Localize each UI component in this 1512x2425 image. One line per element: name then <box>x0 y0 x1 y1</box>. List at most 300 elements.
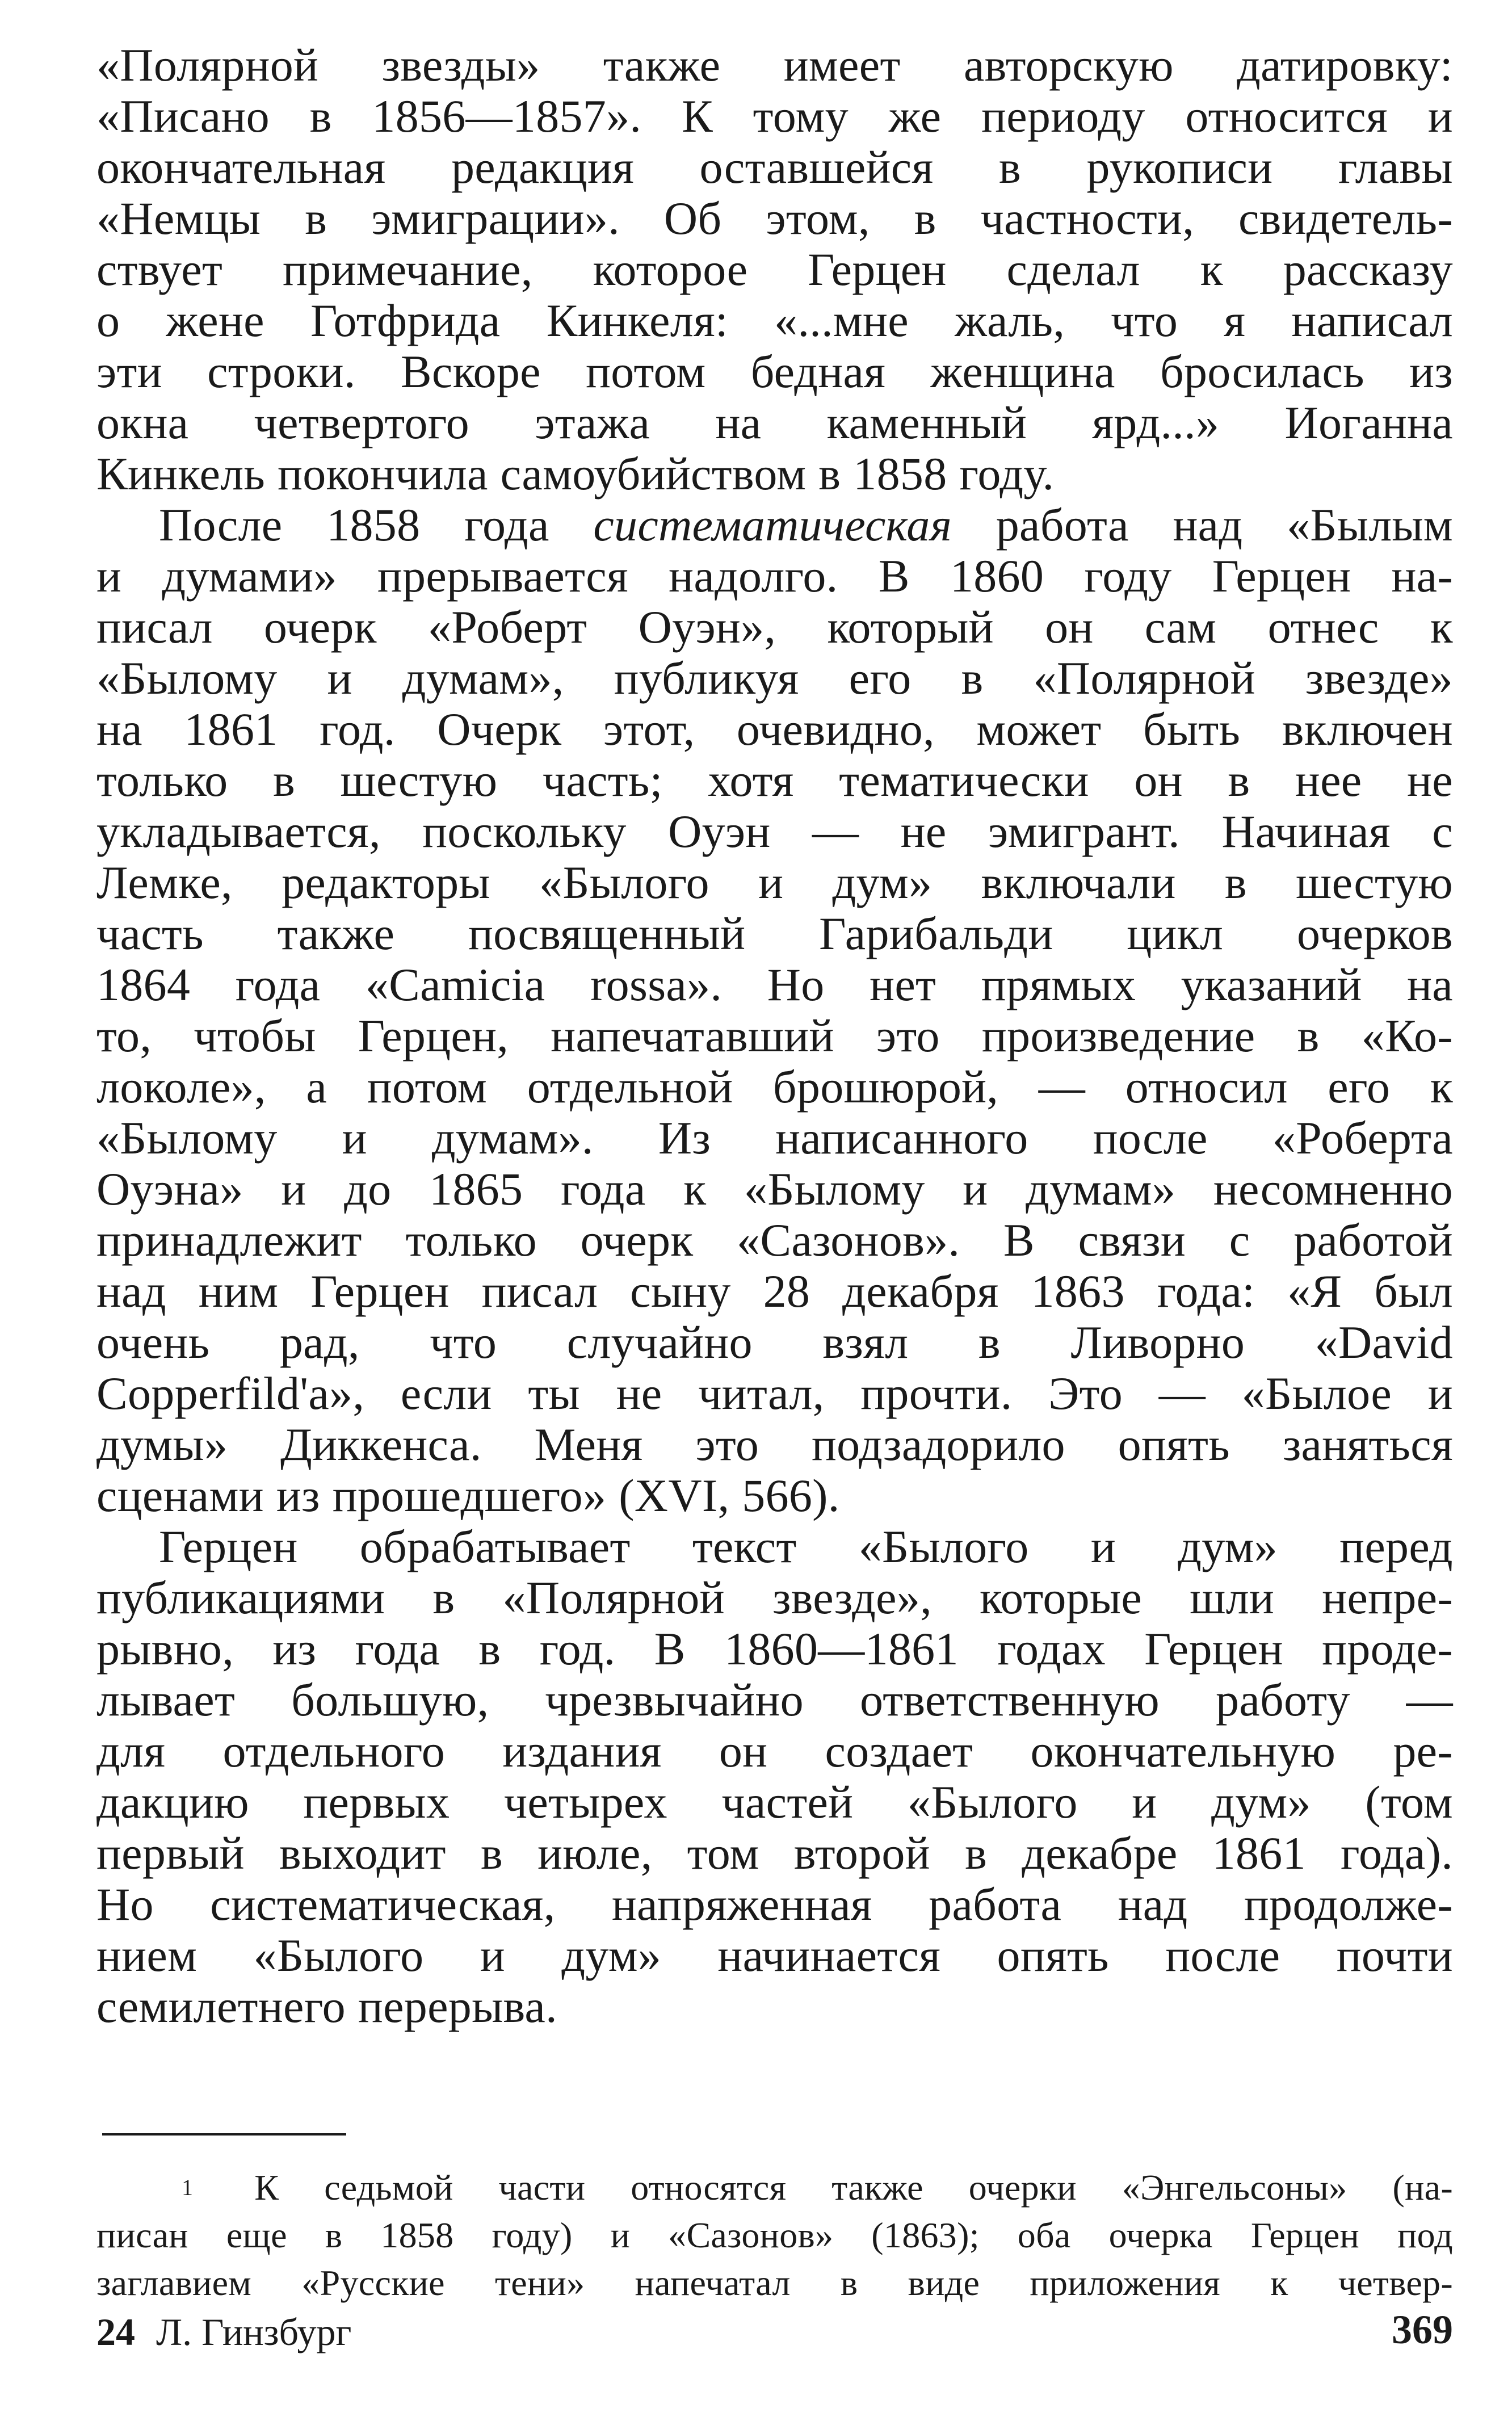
word: в <box>965 1827 988 1879</box>
word: его <box>1328 1061 1391 1113</box>
word: что <box>1111 295 1178 346</box>
text-line <box>96 755 1453 806</box>
word: после <box>1093 1112 1208 1164</box>
text-line <box>96 653 1453 704</box>
word: Это <box>1048 1367 1123 1419</box>
word: прочти. <box>860 1367 1013 1419</box>
word: писан <box>96 2215 188 2255</box>
word: года: <box>1157 1265 1255 1317</box>
word: «Немцы <box>96 192 261 244</box>
word: к <box>1430 601 1453 653</box>
word: год. <box>539 1623 616 1675</box>
word: и <box>1427 90 1453 142</box>
word: очерк <box>580 1214 694 1266</box>
word: и <box>327 652 352 704</box>
word: также <box>831 2167 923 2208</box>
text-line <box>96 1521 1453 1572</box>
word: в <box>1297 1010 1320 1062</box>
word: в <box>914 192 936 244</box>
word: взял <box>822 1316 909 1368</box>
text-line <box>96 500 1453 551</box>
word: он <box>719 1725 768 1777</box>
word: «Русские <box>301 2263 445 2303</box>
word: Начиная <box>1221 805 1391 857</box>
word: этот, <box>603 703 695 755</box>
word: публикациями <box>96 1572 385 1623</box>
word: работа <box>929 1878 1062 1930</box>
word: года <box>355 1623 440 1675</box>
word: году) <box>492 2215 573 2255</box>
word: включали <box>981 857 1176 908</box>
word: «Былому <box>96 1112 278 1164</box>
word: 1861 <box>184 703 278 755</box>
word: не <box>616 1367 662 1419</box>
word: рукописи <box>1086 141 1273 193</box>
word: «Ко- <box>1361 1010 1453 1062</box>
footnote <box>96 2164 1453 2307</box>
word: редакция <box>451 141 635 193</box>
text-line <box>96 244 1453 295</box>
word: его <box>849 652 912 704</box>
word: часть; <box>542 754 663 806</box>
word: рывно, <box>96 1623 234 1675</box>
word: «Энгельсоны» <box>1122 2167 1347 2208</box>
word: читал, <box>698 1367 825 1419</box>
word: напряженная <box>611 1878 872 1930</box>
word: каменный <box>826 397 1027 448</box>
word: 1858 <box>380 2215 454 2255</box>
text-line <box>96 1266 1453 1317</box>
word: окончательную <box>1030 1725 1336 1777</box>
word: к <box>1270 2263 1288 2303</box>
word: брошюрой, <box>772 1061 999 1113</box>
word: заняться <box>1282 1419 1453 1470</box>
text-line <box>96 1010 1453 1062</box>
word: авторскую <box>963 39 1174 91</box>
word: к <box>1200 244 1223 295</box>
word: Герцен <box>1250 2215 1360 2255</box>
word: Вскоре <box>400 346 541 397</box>
word: шли <box>1190 1572 1275 1623</box>
word: это <box>876 1010 940 1062</box>
word: ним <box>198 1265 279 1317</box>
text-line <box>96 1675 1453 1726</box>
word: на <box>1407 959 1453 1010</box>
word: и <box>1427 1367 1453 1419</box>
word: Герцен <box>310 1265 450 1317</box>
word: думам». <box>431 1112 594 1164</box>
word: — <box>1406 1674 1453 1726</box>
word: он <box>1045 601 1094 653</box>
word: хотя <box>708 754 794 806</box>
word: думам», <box>402 652 564 704</box>
word: второй <box>793 1827 930 1879</box>
signature-author: Л. Гинзбург <box>156 2310 352 2353</box>
word: После <box>159 499 283 551</box>
word: не <box>900 805 947 857</box>
word: принадлежит <box>96 1214 362 1266</box>
word: чрезвычайно <box>545 1674 804 1726</box>
word: очень <box>96 1316 210 1368</box>
text-line <box>96 2212 1453 2259</box>
word: опять <box>1118 1419 1230 1470</box>
word: чтобы <box>194 1010 316 1062</box>
word: 1864 <box>96 959 191 1010</box>
word: обрабатывает <box>359 1521 631 1572</box>
word: примечание, <box>282 244 533 295</box>
word: писал <box>481 1265 598 1317</box>
word: если <box>400 1367 492 1419</box>
word: и <box>963 1163 988 1215</box>
word: очерка <box>1108 2215 1213 2255</box>
word: в <box>1224 857 1247 908</box>
text-line <box>96 1572 1453 1623</box>
word: жене <box>166 295 264 346</box>
word: очерков <box>1296 908 1453 959</box>
text-line <box>96 1113 1453 1164</box>
word: оставшейся <box>699 141 934 193</box>
word: также <box>277 908 395 959</box>
word: женщина <box>930 346 1115 397</box>
word: ствует <box>96 244 223 295</box>
word: звезде», <box>772 1572 932 1623</box>
word: в <box>272 754 296 806</box>
word: «Былого <box>858 1521 1029 1572</box>
word: Готфрида <box>310 295 501 346</box>
text-line <box>96 1470 1453 1521</box>
word: был <box>1374 1265 1453 1317</box>
word: к <box>1430 1061 1453 1113</box>
word: года <box>235 959 321 1010</box>
word: еще <box>226 2215 287 2255</box>
word: посвященный <box>468 908 746 959</box>
word: текст <box>692 1521 797 1572</box>
word: в <box>305 192 327 244</box>
word: Ливорно <box>1070 1316 1245 1368</box>
word: и <box>480 1929 505 1981</box>
word: — <box>1038 1061 1086 1113</box>
word: Лемке, <box>96 857 233 908</box>
word: это <box>695 1419 759 1470</box>
word: Оуэна» <box>96 1163 243 1215</box>
word: над <box>96 1265 166 1317</box>
word: самоубийством <box>500 448 807 500</box>
word: а <box>306 1061 327 1113</box>
word: году. <box>959 448 1055 500</box>
text-line <box>96 806 1453 857</box>
word: седьмой <box>324 2167 453 2208</box>
word: 566). <box>742 1470 840 1521</box>
word: Иоганна <box>1284 397 1453 448</box>
word: также <box>603 39 721 91</box>
word: работой <box>1293 1214 1453 1266</box>
word: из <box>276 1470 320 1521</box>
word: перерыва. <box>358 1981 557 2032</box>
word: Copperfild'a», <box>96 1367 365 1419</box>
word: — <box>1158 1367 1206 1419</box>
word: включен <box>1282 703 1453 755</box>
word: над <box>1173 499 1243 551</box>
word: думы» <box>96 1419 228 1470</box>
word: «Писано <box>96 90 270 142</box>
word: рассказу <box>1283 244 1453 295</box>
text-line <box>96 142 1453 193</box>
text-line <box>96 397 1453 448</box>
text-line <box>96 704 1453 755</box>
word: быть <box>1143 703 1241 755</box>
word: опять <box>997 1929 1109 1981</box>
word: потом <box>586 346 706 397</box>
word: дум» <box>832 857 933 908</box>
word: звезде» <box>1305 652 1453 704</box>
word: Меня <box>534 1419 643 1470</box>
word: Герцен, <box>358 1010 509 1062</box>
word: в <box>840 2263 858 2303</box>
word: этажа <box>535 397 650 448</box>
word: с <box>1432 805 1453 857</box>
word: и <box>1132 1776 1157 1828</box>
word: дум» <box>1211 1776 1311 1828</box>
word: прямых <box>981 959 1136 1010</box>
word: декабре <box>1022 1827 1178 1879</box>
text-line <box>96 1981 1453 2032</box>
word: систематическая <box>593 499 952 551</box>
word: большую, <box>291 1674 489 1726</box>
word: 1865 <box>429 1163 523 1215</box>
word: «Былого <box>907 1776 1078 1828</box>
word: на <box>96 703 142 755</box>
word: первый <box>96 1827 245 1879</box>
word: окончательная <box>96 141 386 193</box>
word: дум» <box>561 1929 662 1981</box>
word: к <box>683 1163 707 1215</box>
word: несомненно <box>1213 1163 1453 1215</box>
page-number: 369 <box>1392 2307 1453 2352</box>
word: начинается <box>717 1929 941 1981</box>
text-line <box>96 2164 1453 2212</box>
text-line <box>96 448 1453 500</box>
word: и <box>1090 1521 1116 1572</box>
word: эмиграции». <box>371 192 620 244</box>
word: Но <box>767 959 825 1010</box>
word: свидетель- <box>1238 192 1453 244</box>
printer-signature <box>96 2309 351 2355</box>
word: году <box>1084 550 1172 602</box>
word: тому <box>753 90 849 142</box>
word: что <box>430 1316 497 1368</box>
word: дум» <box>1178 1521 1278 1572</box>
word: в <box>309 90 332 142</box>
word: случайно <box>566 1316 753 1368</box>
word: тени» <box>495 2263 585 2303</box>
word: в <box>961 652 984 704</box>
word: (1863); <box>871 2215 980 2255</box>
word: только <box>405 1214 537 1266</box>
word: и <box>758 857 784 908</box>
word: локоле», <box>96 1061 266 1113</box>
word: годах <box>997 1623 1106 1675</box>
word: «Былого <box>253 1929 424 1981</box>
word: «Былому <box>96 652 278 704</box>
word: работа <box>996 499 1129 551</box>
word: в <box>478 1623 501 1675</box>
word: тематически <box>839 754 1089 806</box>
word: на <box>715 397 762 448</box>
text-line <box>96 1317 1453 1368</box>
word: 1856—1857». <box>372 90 642 142</box>
word: которое <box>593 244 748 295</box>
word: очерк <box>263 601 377 653</box>
word: до <box>344 1163 392 1215</box>
word: цикл <box>1127 908 1224 959</box>
word: Но <box>96 1878 154 1930</box>
word: «Полярной <box>502 1572 725 1623</box>
word: с <box>1229 1214 1250 1266</box>
text-line <box>96 295 1453 346</box>
word: из <box>1409 346 1453 397</box>
word: (на- <box>1392 2167 1453 2208</box>
word: публикуя <box>614 652 799 704</box>
word: «Сазонов» <box>668 2215 834 2255</box>
text-line <box>96 1828 1453 1879</box>
word: написал <box>1291 295 1453 346</box>
word: жаль, <box>955 295 1065 346</box>
word: К <box>254 2167 279 2208</box>
word: в <box>480 1827 503 1879</box>
word: покончила <box>278 448 488 500</box>
word: декабря <box>842 1265 999 1317</box>
word: заглавием <box>96 2263 252 2303</box>
word: связи <box>1078 1214 1186 1266</box>
word: «Сазонов». <box>737 1214 960 1266</box>
word: из <box>272 1623 317 1675</box>
word: «Былое <box>1241 1367 1392 1419</box>
word: Кинкеля: <box>546 295 729 346</box>
text-line <box>96 959 1453 1010</box>
word: он <box>1134 754 1183 806</box>
word: rossa». <box>590 959 723 1010</box>
text-line <box>96 2259 1453 2307</box>
footnote-marker: 1 <box>182 2175 194 2200</box>
word: и <box>281 1163 306 1215</box>
word: 1860—1861 <box>724 1623 959 1675</box>
word: издания <box>502 1725 662 1777</box>
word: «Былому <box>744 1163 925 1215</box>
word: семилетнего <box>96 1981 346 2032</box>
word: не <box>1407 754 1453 806</box>
word: создает <box>825 1725 973 1777</box>
word: «David <box>1314 1316 1453 1368</box>
word: проде- <box>1322 1623 1453 1675</box>
word: «Былым <box>1287 499 1453 551</box>
word: непре- <box>1322 1572 1453 1623</box>
word: перед <box>1339 1521 1453 1572</box>
word: ответственную <box>859 1674 1160 1726</box>
word: о <box>96 295 120 346</box>
word: часть <box>96 908 204 959</box>
word: «Camicia <box>365 959 545 1010</box>
word: части <box>498 2167 586 2208</box>
word: может <box>976 703 1102 755</box>
word: для <box>96 1725 166 1777</box>
word: сыну <box>630 1265 731 1317</box>
word: относил <box>1125 1061 1288 1113</box>
word: думам» <box>1026 1163 1176 1215</box>
text-line <box>96 602 1453 653</box>
word: года <box>560 1163 646 1215</box>
word: частей <box>721 1776 854 1828</box>
word: лывает <box>96 1674 236 1726</box>
word: В <box>654 1623 686 1675</box>
word: Оуэн», <box>638 601 776 653</box>
word: 1858 <box>326 499 421 551</box>
word: выходит <box>279 1827 446 1879</box>
word: окна <box>96 397 189 448</box>
word: указаний <box>1181 959 1362 1010</box>
word: Герцен <box>1212 550 1351 602</box>
word: датировку: <box>1237 39 1453 91</box>
text-line <box>96 1368 1453 1419</box>
word: написанного <box>775 1112 1028 1164</box>
word: поскольку <box>422 805 627 857</box>
word: почти <box>1336 1929 1453 1981</box>
word: очевидно, <box>736 703 935 755</box>
text-line <box>96 1164 1453 1215</box>
word: очерки <box>968 2167 1077 2208</box>
word: главы <box>1338 141 1453 193</box>
word: писал <box>96 601 213 653</box>
word: Из <box>658 1112 711 1164</box>
word: отдельного <box>222 1725 446 1777</box>
word: Герцен <box>808 244 947 295</box>
word: под <box>1397 2215 1453 2255</box>
word: и <box>610 2215 631 2255</box>
word: том <box>687 1827 759 1879</box>
word: четырех <box>503 1776 667 1828</box>
text-line <box>96 1777 1453 1828</box>
word: четвер- <box>1338 2263 1453 2303</box>
word: я <box>1224 295 1246 346</box>
word: четвертого <box>254 397 469 448</box>
word: только <box>96 754 228 806</box>
document-body <box>96 40 1453 2032</box>
word: «Я <box>1287 1265 1342 1317</box>
word: 28 <box>763 1265 810 1317</box>
word: в <box>978 1316 1001 1368</box>
word: Герцен <box>159 1521 298 1572</box>
word: работу <box>1216 1674 1350 1726</box>
word: нее <box>1295 754 1362 806</box>
text-line <box>96 857 1453 908</box>
word: произведение <box>981 1010 1255 1062</box>
word: то, <box>96 1010 152 1062</box>
word: думами» <box>162 550 337 602</box>
word: прерывается <box>377 550 628 602</box>
text-line <box>96 1726 1453 1777</box>
word: которые <box>980 1572 1143 1623</box>
word: который <box>827 601 994 653</box>
word: сценами <box>96 1470 264 1521</box>
word: — <box>812 805 859 857</box>
word: напечатал <box>635 2263 791 2303</box>
word: потом <box>367 1061 488 1113</box>
text-line <box>96 1062 1453 1113</box>
word: прошедшего» <box>332 1470 607 1521</box>
text-line <box>96 1930 1453 1981</box>
text-line <box>96 1623 1453 1675</box>
word: год. <box>320 703 396 755</box>
text-line <box>96 1879 1453 1930</box>
